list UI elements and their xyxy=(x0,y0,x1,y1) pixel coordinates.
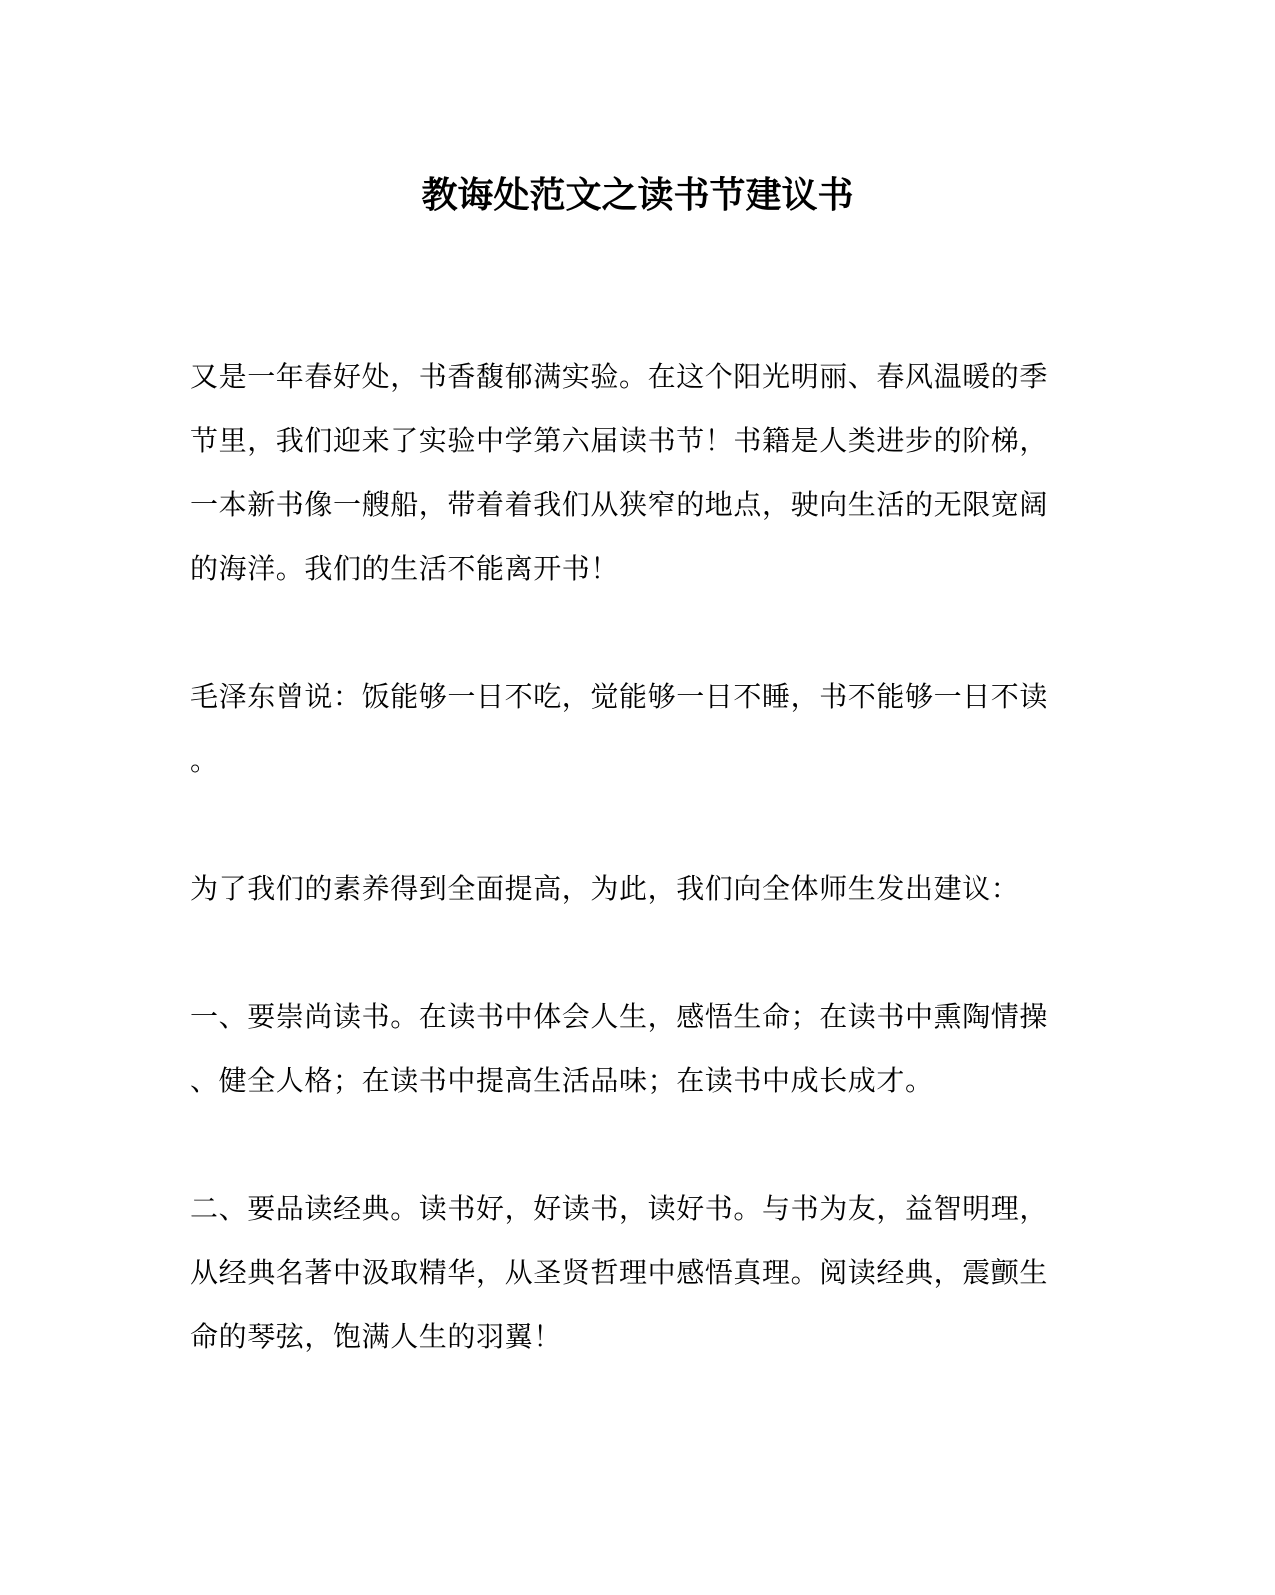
text-line: 从经典名著中汲取精华，从圣贤哲理中感悟真理。阅读经典，震颤生 xyxy=(190,1256,1049,1289)
text-line: 一、要崇尚读书。在读书中体会人生，感悟生命；在读书中熏陶情操 xyxy=(190,1000,1049,1033)
text-line: 毛泽东曾说：饭能够一日不吃，觉能够一日不睡，书不能够一日不读 xyxy=(190,680,1049,713)
document-title: 教诲处范文之读书节建议书 xyxy=(421,174,854,216)
text-line: 命的琴弦，饱满人生的羽翼！ xyxy=(190,1320,562,1353)
paragraph-proposal-1 xyxy=(190,985,1070,1113)
paragraph-proposal-intro xyxy=(190,857,1070,921)
text-line: 、健全人格；在读书中提高生活品味；在读书中成长成才。 xyxy=(190,1064,934,1097)
text-line: 。 xyxy=(190,744,219,777)
paragraph-proposal-2 xyxy=(190,1177,1070,1369)
paragraph-intro xyxy=(190,345,1070,601)
text-line: 二、要品读经典。读书好，好读书，读好书。与书为友，益智明理， xyxy=(190,1192,1049,1225)
text-line: 为了我们的素养得到全面提高，为此，我们向全体师生发出建议： xyxy=(190,872,1020,905)
text-line: 的海洋。我们的生活不能离开书！ xyxy=(190,552,620,585)
text-line: 一本新书像一艘船，带着着我们从狭窄的地点，驶向生活的无限宽阔 xyxy=(190,488,1049,521)
text-line: 节里，我们迎来了实验中学第六届读书节！书籍是人类进步的阶梯， xyxy=(190,424,1049,457)
text-line: 又是一年春好处，书香馥郁满实验。在这个阳光明丽、春风温暖的季 xyxy=(190,360,1049,393)
paragraph-quote xyxy=(190,665,1070,793)
